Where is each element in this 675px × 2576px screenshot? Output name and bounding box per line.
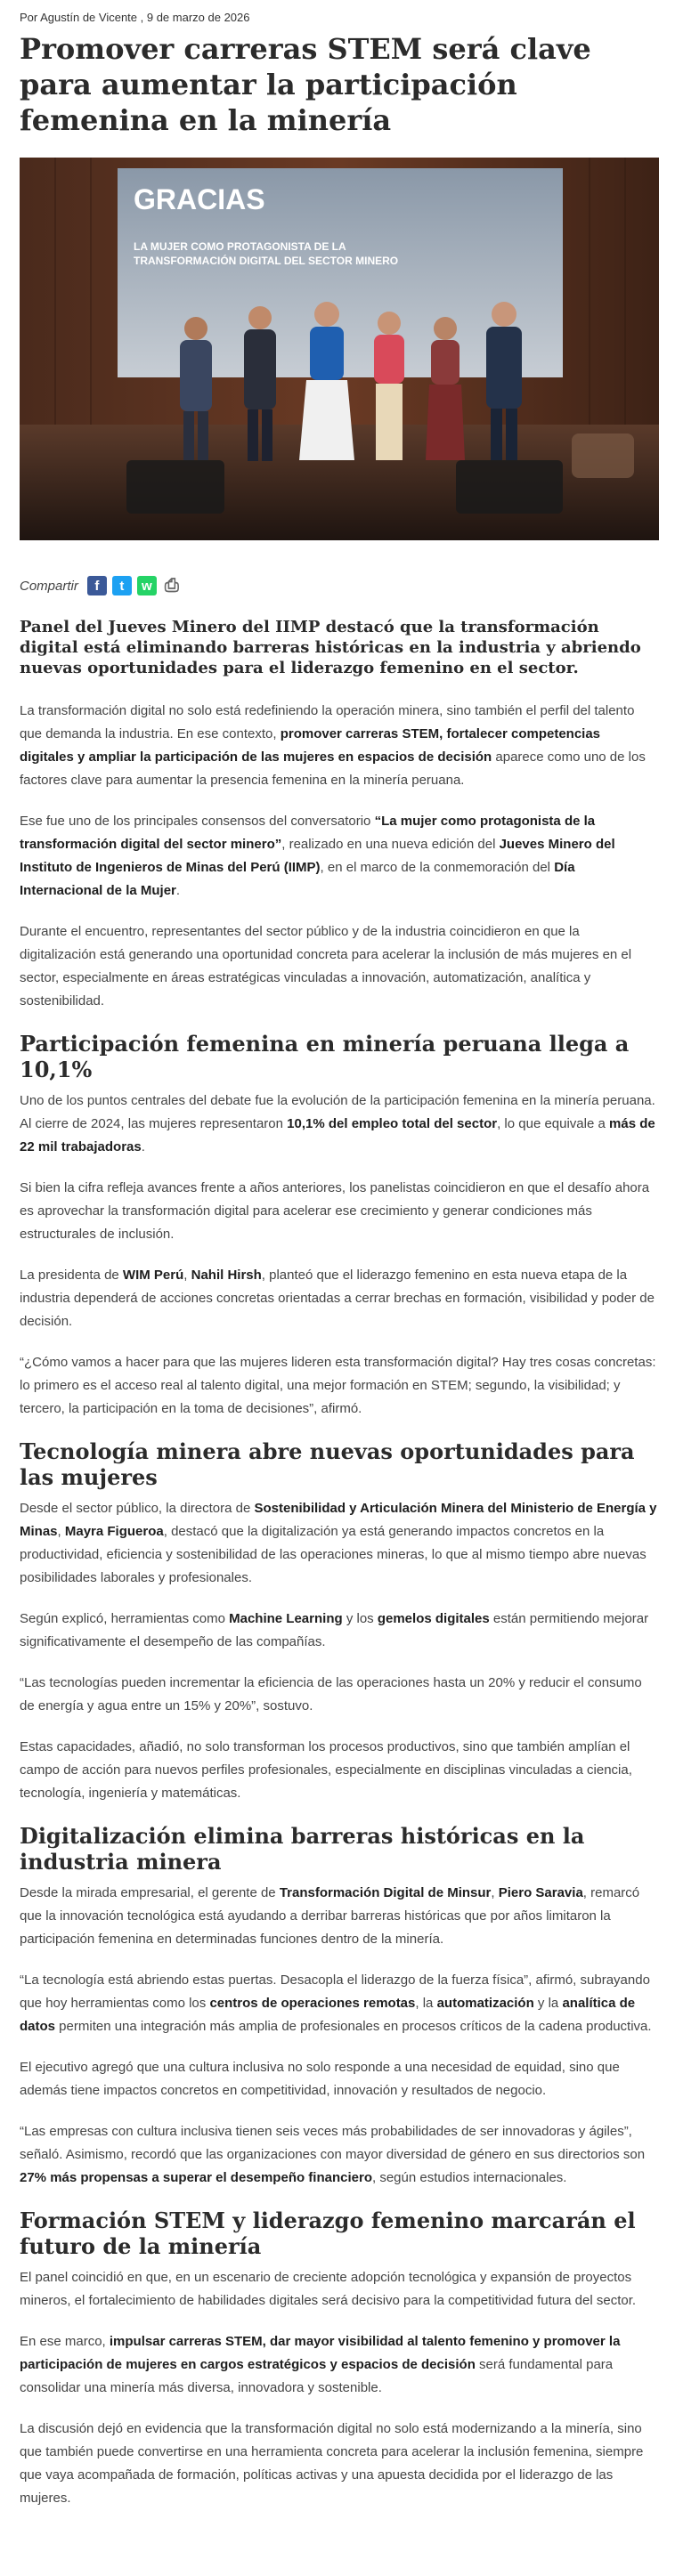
paragraph-text: , realizado en una nueva edición del	[281, 837, 500, 852]
paragraph-text: , en el marco de la conmemoración del	[320, 860, 555, 875]
body-paragraph	[20, 2120, 657, 2190]
emphasis-text: WIM Perú	[122, 1268, 184, 1283]
paragraph-text: “¿Cómo vamos a hacer para que las mujeres lideren esta transformación digital? Hay tres cosas concretas: lo primero es el acceso real al talento digital, una mejor formación en STEM; segundo, la visibilidad; y tercero, la participación en la toma de decisiones”, afirmó.	[20, 1355, 656, 1416]
emphasis-text: Sostenibilidad y Articulación Minera del Ministerio de Energía y Minas	[20, 1501, 657, 1539]
emphasis-text: Nahil Hirsh	[191, 1268, 262, 1283]
emphasis-text: Día Internacional de la Mujer	[20, 860, 575, 898]
emphasis-text: Mayra Figueroa	[64, 1524, 164, 1539]
emphasis-text: “La mujer como protagonista de la transformación digital del sector minero”	[20, 814, 596, 852]
article-body	[20, 700, 657, 2510]
paragraph-text: , según estudios internacionales.	[372, 2170, 567, 2185]
emphasis-text: Jueves Minero del Instituto de Ingenieros de Minas del Perú (IIMP)	[20, 837, 615, 875]
paragraph-text: , lo que equivale a	[497, 1116, 610, 1131]
paragraph-text: Durante el encuentro, representantes del sector público y de la industria coincidieron en que la digitalización está generando una oportunidad concreta para acelerar la inclusión de más mujeres en el sector, especialmente en áreas estratégicas vinculadas a innovación, automatización, analítica y sostenibilidad.	[20, 924, 632, 1009]
paragraph-text: permiten una integración más amplia de profesionales en procesos críticos de la cadena productiva.	[55, 2019, 652, 2034]
body-paragraph	[20, 2266, 657, 2313]
body-paragraph	[20, 1672, 657, 1718]
paragraph-text: Desde el sector público, la directora de	[20, 1501, 255, 1516]
emphasis-text: impulsar carreras STEM, dar mayor visibilidad al talento femenino y promover la participación de mujeres en cargos estratégicos y espacios de decisión	[20, 2334, 621, 2372]
article-lead: Panel del Jueves Minero del IIMP destacó que la transformación digital está eliminando barreras históricas en la industria y abriendo nuevas oportunidades para el liderazgo femenino en el sector.	[20, 618, 641, 677]
paragraph-text: , planteó que el liderazgo femenino en esta nueva etapa de la industria dependerá de acciones concretas orientadas a cerrar brechas en formación, visibilidad y poder de decisión.	[20, 1268, 655, 1329]
paragraph-text: y los	[342, 1611, 378, 1626]
paragraph-text: El ejecutivo agregó que una cultura inclusiva no solo responde a una necesidad de equidad, sino que además tiene impactos concretos en competitividad, innovación y resultados de negocio.	[20, 2060, 620, 2098]
print-button[interactable]	[162, 576, 182, 595]
emphasis-text: Machine Learning	[229, 1611, 343, 1626]
paragraph-text: aparece como uno de los factores clave para aumentar la presencia femenina en la minería peruana.	[20, 749, 646, 788]
banner-subtitle-line-2: TRANSFORMACIÓN DIGITAL DEL SECTOR MINERO	[134, 255, 399, 267]
body-paragraph	[20, 1177, 657, 1246]
paragraph-text: ,	[57, 1524, 65, 1539]
paragraph-text: están permitiendo mejorar significativamente el desempeño de las compañías.	[20, 1611, 649, 1649]
emphasis-text: 10,1% del empleo total del sector	[287, 1116, 498, 1131]
section-heading: Digitalización elimina barreras históricas en la industria minera	[20, 1823, 585, 1875]
body-paragraph	[20, 810, 657, 903]
body-paragraph	[20, 700, 657, 792]
hero-photo-illustration	[20, 158, 659, 540]
paragraph-text: , la	[415, 1996, 437, 2011]
banner-subtitle-line-1: LA MUJER COMO PROTAGONISTA DE LA	[134, 240, 346, 253]
body-paragraph	[20, 1264, 657, 1333]
emphasis-text: automatización	[436, 1996, 534, 2011]
emphasis-text: más de 22 mil trabajadoras	[20, 1116, 655, 1154]
emphasis-text: promover carreras STEM, fortalecer competencias digitales y ampliar la participación de las mujeres en espacios de decisión	[20, 726, 601, 765]
paragraph-text: La presidenta de	[20, 1268, 123, 1283]
hero-photo	[20, 158, 659, 540]
paragraph-text: Según explicó, herramientas como	[20, 1611, 230, 1626]
paragraph-text: Estas capacidades, añadió, no solo transforman los procesos productivos, sino que también amplían el campo de acción para nuevos perfiles profesionales, especialmente en disciplinas vinculadas a ciencia, tecnología, ingeniería y matemáticas.	[20, 1739, 632, 1801]
section-heading: Formación STEM y liderazgo femenino marcarán el futuro de la minería	[20, 2207, 636, 2259]
body-paragraph	[20, 1351, 657, 1421]
paragraph-text: .	[175, 883, 181, 898]
paragraph-text: , remarcó que la innovación tecnológica está ayudando a derribar barreras históricas que por años limitaron la participación femenina en determinadas funciones dentro de la minería.	[20, 1885, 640, 1947]
body-paragraph	[20, 1736, 657, 1805]
share-label: Compartir	[20, 578, 78, 594]
paragraph-text: , destacó que la digitalización ya está generando impactos concretos en la productividad, eficiencia y sostenibilidad de las operaciones mineras, lo que al mismo tiempo abre nuevas posibilidades laborales y profesionales.	[20, 1524, 647, 1585]
whatsapp-share-button[interactable]	[137, 576, 157, 595]
paragraph-text: será fundamental para consolidar una minería más diversa, innovadora y sostenible.	[20, 2357, 614, 2395]
whatsapp-icon: w	[142, 578, 152, 594]
print-icon: ⎙	[164, 575, 179, 595]
facebook-share-button[interactable]	[87, 576, 107, 595]
paragraph-text: y la	[533, 1996, 563, 2011]
emphasis-text: Transformación Digital de Minsur	[279, 1885, 492, 1900]
emphasis-text: 27% más propensas a superar el desempeño financiero	[20, 2170, 372, 2185]
paragraph-text: La transformación digital no solo está redefiniendo la operación minera, sino también el perfil del talento que demanda la industria. En ese contexto,	[20, 703, 635, 741]
paragraph-text: Desde la mirada empresarial, el gerente de	[20, 1885, 280, 1900]
emphasis-text: Piero Saravia	[498, 1885, 583, 1900]
twitter-share-button[interactable]	[112, 576, 132, 595]
body-paragraph	[20, 1608, 657, 1654]
section-heading: Tecnología minera abre nuevas oportunidades para las mujeres	[20, 1438, 635, 1490]
body-paragraph	[20, 1497, 657, 1590]
paragraph-text: .	[141, 1139, 145, 1154]
section-heading: Participación femenina en minería peruana llega a 10,1%	[20, 1031, 630, 1082]
paragraph-text: “Las tecnologías pueden incrementar la eficiencia de las operaciones hasta un 20% y reducir el consumo de energía y agua entre un 15% y 20%”, sostuvo.	[20, 1675, 642, 1713]
emphasis-text: analítica de datos	[20, 1996, 636, 2034]
body-paragraph	[20, 2330, 657, 2400]
body-paragraph	[20, 920, 657, 1013]
facebook-icon: f	[94, 578, 100, 594]
body-paragraph	[20, 1969, 657, 2038]
banner-title: GRACIAS	[134, 183, 265, 215]
share-bar	[20, 576, 657, 595]
paragraph-text: “Las empresas con cultura inclusiva tienen seis veces más probabilidades de ser innovadoras y ágiles”, señaló. Asimismo, recordó que las organizaciones con mayor diversidad de género en sus directorios son	[20, 2124, 646, 2162]
emphasis-text: gemelos digitales	[377, 1611, 490, 1626]
paragraph-text: “La tecnología está abriendo estas puertas. Desacopla el liderazgo de la fuerza física”, afirmó, subrayando que hoy herramientas como los	[20, 1973, 650, 2011]
paragraph-text: Ese fue uno de los principales consensos del conversatorio	[20, 814, 375, 829]
body-paragraph	[20, 2056, 657, 2102]
paragraph-text: La discusión dejó en evidencia que la transformación digital no solo está modernizando a la minería, sino que también puede convertirse en una herramienta concreta para acelerar la inclusión femenina, siempre que vaya acompañada de formación, políticas activas y una apuesta decidida por el liderazgo de las mujeres.	[20, 2421, 644, 2506]
emphasis-text: centros de operaciones remotas	[209, 1996, 416, 2011]
paragraph-text: El panel coincidió en que, en un escenario de creciente adopción tecnológica y expansión de proyectos mineros, el fortalecimiento de habilidades digitales será decisivo para la competitividad futura del sector.	[20, 2270, 637, 2308]
paragraph-text: ,	[183, 1268, 191, 1283]
body-paragraph	[20, 2418, 657, 2510]
body-paragraph	[20, 1090, 657, 1159]
paragraph-text: En ese marco,	[20, 2334, 110, 2349]
paragraph-text: ,	[491, 1885, 499, 1900]
article-title: Promover carreras STEM será clave para aumentar la participación femenina en la minería	[20, 32, 591, 137]
byline: Por Agustín de Vicente , 9 de marzo de 2026	[20, 11, 250, 24]
paragraph-text: Si bien la cifra refleja avances frente a años anteriores, los panelistas coincidieron en que el desafío ahora es aprovechar la transformación digital para acelerar ese crecimiento y generar condiciones más estructurales de inclusión.	[20, 1180, 650, 1242]
paragraph-text: Uno de los puntos centrales del debate fue la evolución de la participación femenina en la minería peruana. Al cierre de 2024, las mujeres representaron	[20, 1093, 655, 1131]
body-paragraph	[20, 1882, 657, 1951]
twitter-icon: t	[119, 578, 125, 594]
